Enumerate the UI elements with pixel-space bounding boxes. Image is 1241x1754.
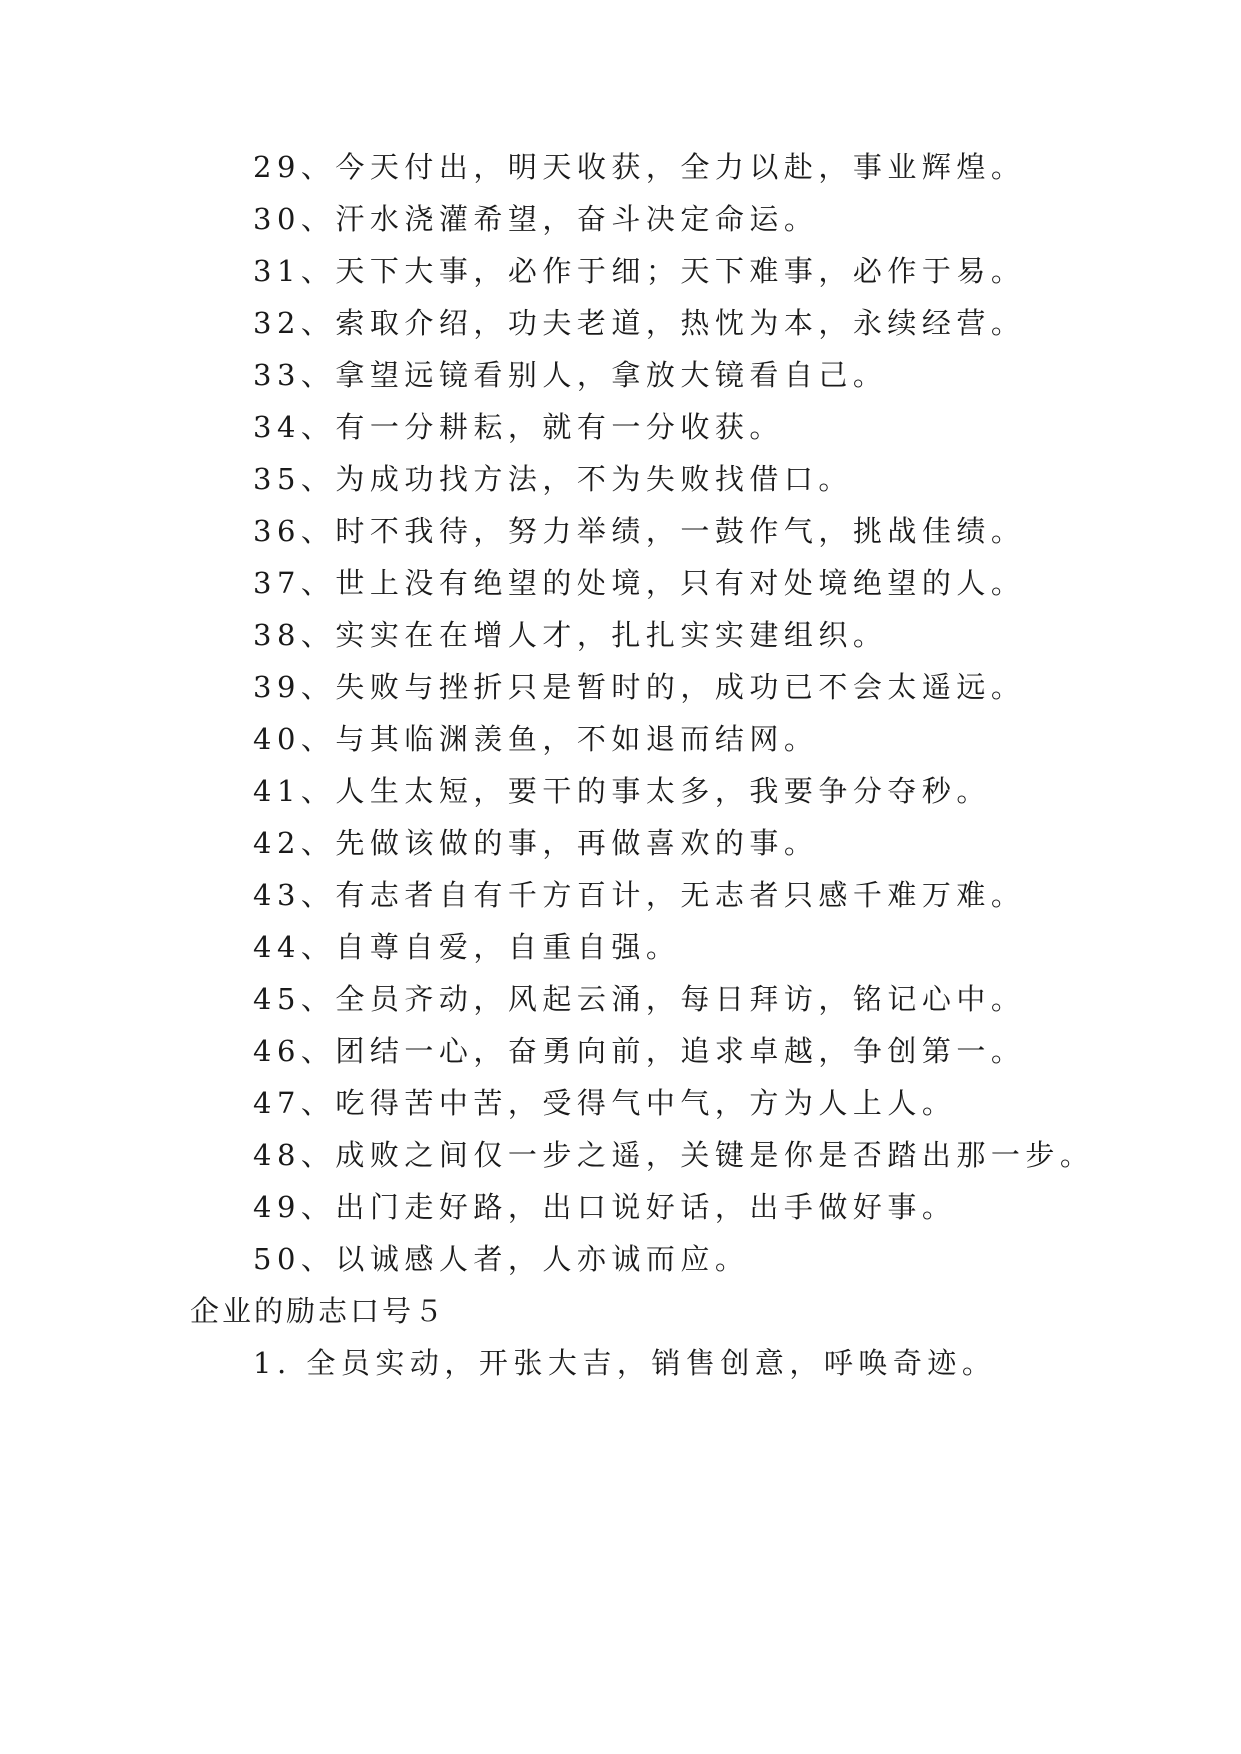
slogan-line: 43、有志者自有千方百计，无志者只感千难万难。 (253, 878, 1026, 912)
slogan-line: 47、吃得苦中苦，受得气中气，方为人上人。 (253, 1086, 957, 1120)
slogan-line: 50、以诚感人者，人亦诚而应。 (253, 1242, 750, 1276)
slogan-line: 34、有一分耕耘，就有一分收获。 (253, 410, 784, 444)
slogan-line: 39、失败与挫折只是暂时的，成功已不会太遥远。 (253, 670, 1026, 704)
slogan-line: 29、今天付出，明天收获，全力以赴，事业辉煌。 (253, 150, 1026, 184)
slogan-line: 1. 全员实动，开张大吉，销售创意，呼唤奇迹。 (253, 1346, 997, 1380)
section-heading: 企业的励志口号５ (190, 1294, 447, 1328)
slogan-line: 31、天下大事，必作于细；天下难事，必作于易。 (253, 254, 1026, 288)
slogan-line: 33、拿望远镜看别人，拿放大镜看自己。 (253, 358, 888, 392)
slogan-line: 48、成败之间仅一步之遥，关键是你是否踏出那一步。 (253, 1138, 1095, 1172)
slogan-line: 36、时不我待，努力举绩，一鼓作气，挑战佳绩。 (253, 514, 1026, 548)
slogan-line: 42、先做该做的事，再做喜欢的事。 (253, 826, 819, 860)
slogan-line: 46、团结一心，奋勇向前，追求卓越，争创第一。 (253, 1034, 1026, 1068)
slogan-line: 45、全员齐动，风起云涌，每日拜访，铭记心中。 (253, 982, 1026, 1016)
slogan-line: 38、实实在在增人才，扎扎实实建组织。 (253, 618, 888, 652)
slogan-line: 30、汗水浇灌希望，奋斗决定命运。 (253, 202, 819, 236)
slogan-line: 37、世上没有绝望的处境，只有对处境绝望的人。 (253, 566, 1026, 600)
slogan-line: 44、自尊自爱，自重自强。 (253, 930, 681, 964)
slogan-line: 49、出门走好路，出口说好话，出手做好事。 (253, 1190, 957, 1224)
slogan-line: 35、为成功找方法，不为失败找借口。 (253, 462, 853, 496)
slogan-line: 41、人生太短，要干的事太多，我要争分夺秒。 (253, 774, 991, 808)
slogan-line: 40、与其临渊羡鱼，不如退而结网。 (253, 722, 819, 756)
slogan-line: 32、索取介绍，功夫老道，热忱为本，永续经营。 (253, 306, 1026, 340)
